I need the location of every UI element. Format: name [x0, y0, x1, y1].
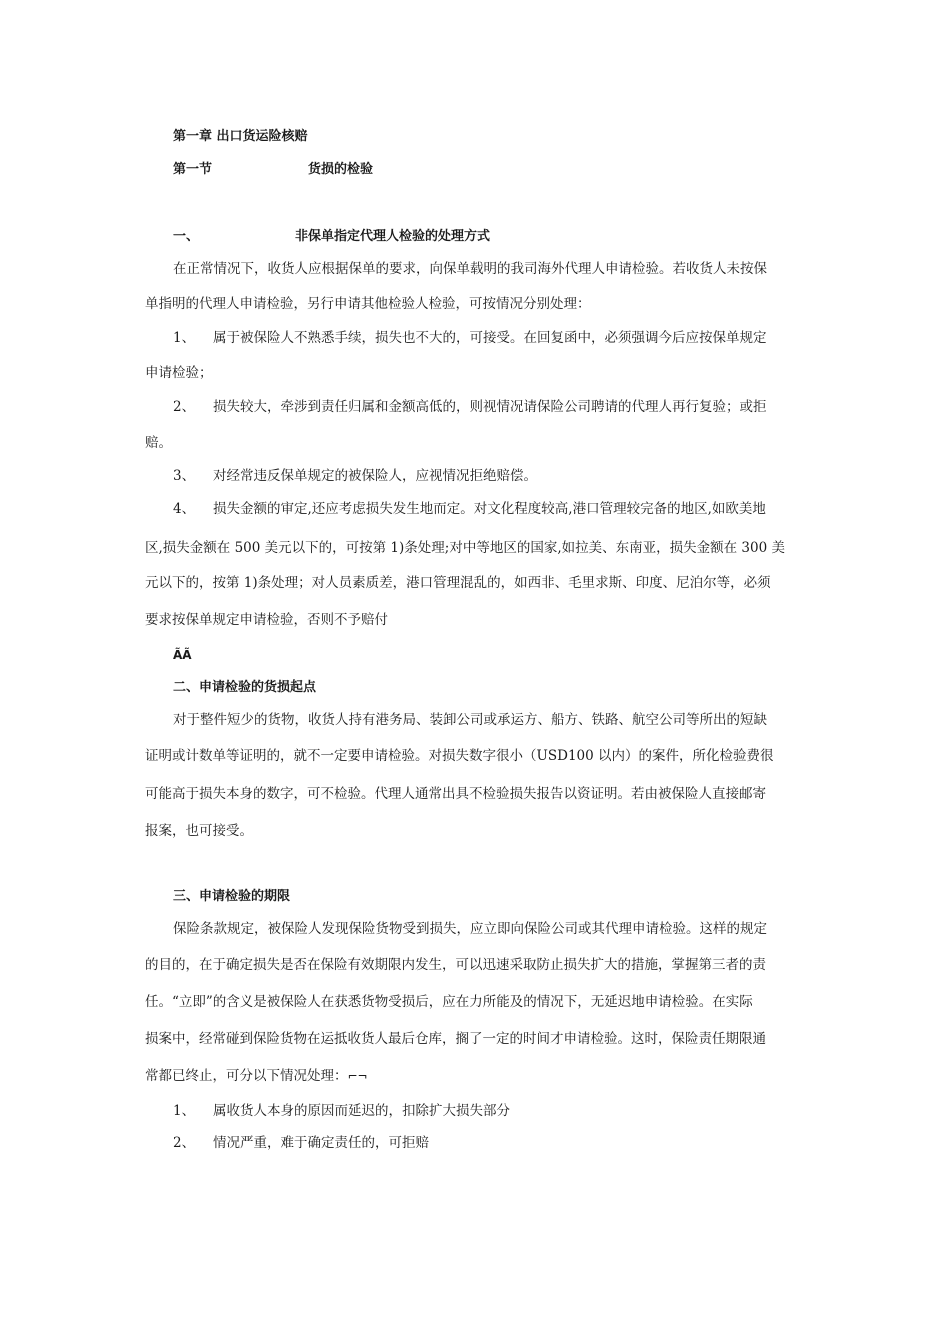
- paragraph-line: 证明或计数单等证明的，就不一定要申请检验。对损失数字很小（USD100 以内）的案件，所化检验费很: [145, 748, 774, 764]
- paragraph-line: 单指明的代理人申请检验，另行申请其他检验人检验，可按情况分别处理：: [145, 296, 591, 312]
- list-number: 2、: [173, 399, 196, 415]
- list-item-text: 损失较大，牵涉到责任归属和金额高低的，则视情况请保险公司聘请的代理人再行复验；或拒: [213, 399, 767, 415]
- paragraph-line: 对于整件短少的货物，收货人持有港务局、装卸公司或承运方、船方、铁路、航空公司等所出的短缺: [173, 712, 767, 728]
- paragraph-line: 区,损失金额在 500 美元以下的，可按第 1)条处理;对中等地区的国家,如拉美、东南亚，损失金额在 300 美: [145, 540, 785, 556]
- part2-heading: 二、申请检验的货损起点: [173, 680, 317, 695]
- section-label: 第一节: [173, 162, 213, 177]
- paragraph-line: 报案，也可接受。: [145, 823, 253, 839]
- garbled-text: ÃÃ: [173, 648, 192, 662]
- part3-heading: 三、申请检验的期限: [173, 889, 291, 904]
- list-number: 4、: [173, 501, 196, 517]
- paragraph-line: 的目的，在于确定损失是否在保险有效期限内发生，可以迅速采取防止损失扩大的措施，掌握第三者的责: [145, 957, 766, 973]
- section-heading: [173, 161, 838, 179]
- list-item-text: 属收货人本身的原因而延迟的，扣除扩大损失部分: [213, 1103, 510, 1119]
- part1-number: 一、: [173, 229, 200, 244]
- list-item-text: 损失金额的审定,还应考虑损失发生地而定。对文化程度较高,港口管理较完备的地区,如欧美地: [213, 501, 766, 517]
- list-number: 1、: [173, 1103, 196, 1119]
- paragraph-text: 常都已终止，可分以下情况处理：: [145, 1068, 348, 1084]
- paragraph-line: 可能高于损失本身的数字，可不检验。代理人通常出具不检验损失报告以资证明。若由被保险人直接邮寄: [145, 786, 766, 802]
- paragraph-line: 要求按保单规定申请检验，否则不予赔付: [145, 612, 388, 628]
- list-item-text: 对经常违反保单规定的被保险人，应视情况拒绝赔偿。: [213, 468, 537, 484]
- paragraph-line: 赔。: [145, 435, 172, 451]
- list-number: 2、: [173, 1135, 196, 1151]
- section-title: 货损的检验: [308, 162, 374, 177]
- paragraph-line: [145, 1067, 810, 1085]
- paragraph-line: 保险条款规定，被保险人发现保险货物受到损失，应立即向保险公司或其代理申请检验。这样的规定: [173, 921, 767, 937]
- paragraph-line: 申请检验；: [145, 365, 213, 381]
- list-item-text: 属于被保险人不熟悉手续，损失也不大的，可接受。在回复函中，必须强调今后应按保单规定: [213, 330, 767, 346]
- list-number: 1、: [173, 330, 196, 346]
- part1-heading: [173, 228, 838, 246]
- list-item-text: 情况严重，难于确定责任的，可拒赔: [213, 1135, 429, 1151]
- paragraph-line: 损案中，经常碰到保险货物在运抵收货人最后仓库，搁了一定的时间才申请检验。这时，保险责任期限通: [145, 1031, 766, 1047]
- paragraph-line: 任。“立即”的含义是被保险人在获悉货物受损后，应在力所能及的情况下，无延迟地申请检验。在实际: [145, 994, 753, 1010]
- paragraph-line: 在正常情况下，收货人应根据保单的要求，向保单载明的我司海外代理人申请检验。若收货人未按保: [173, 261, 767, 277]
- part1-title: 非保单指定代理人检验的处理方式: [295, 229, 491, 244]
- chapter-title: 第一章 出口货运险核赔: [173, 129, 308, 144]
- paragraph-line: 元以下的，按第 1)条处理；对人员素质差，港口管理混乱的，如西非、毛里求斯、印度、尼泊尔等，必须: [145, 575, 771, 591]
- list-number: 3、: [173, 468, 196, 484]
- editing-mark: ⌐¬: [347, 1069, 368, 1083]
